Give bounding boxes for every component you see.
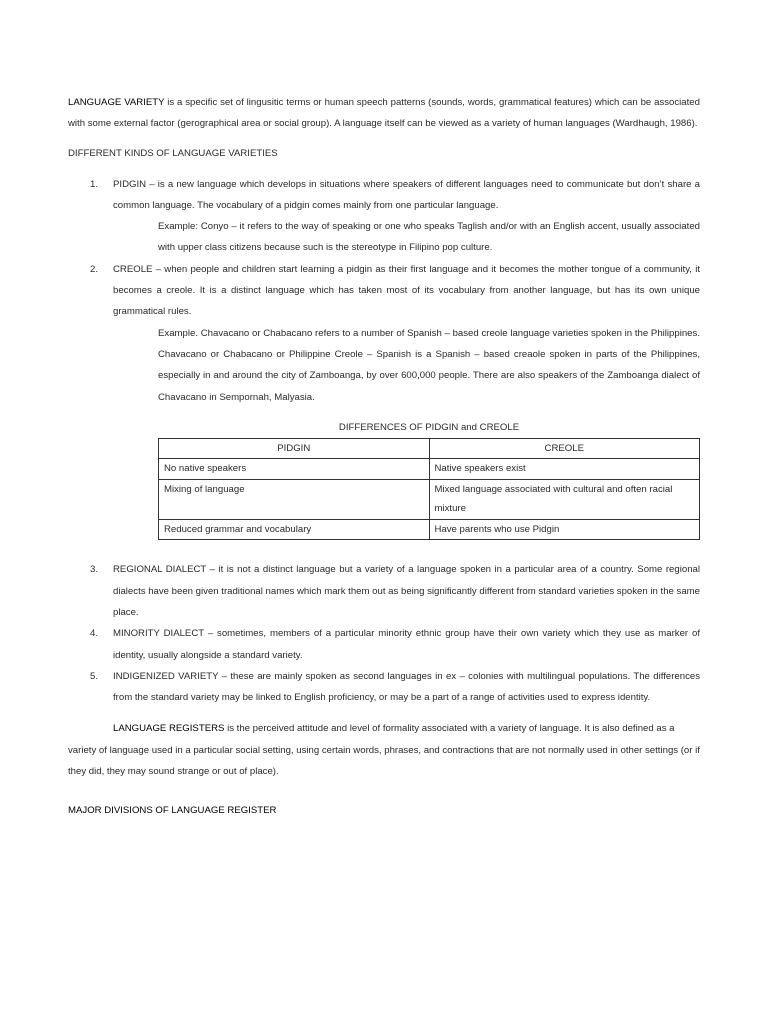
divisions-heading: MAJOR DIVISIONS OF LANGUAGE REGISTER <box>68 805 277 817</box>
registers-text: is the perceived attitude and level of formality associated with a variety of language. It is also defined as a variety of language used in a particular social setting, using certain words, phrases, and contractions that are not normally used in other settings (or if they did, they may sound strange or out of place). <box>68 723 700 778</box>
list-number: 3. <box>90 564 99 576</box>
table-title: DIFFERENCES OF PIDGIN and CREOLE <box>338 421 520 433</box>
list-item-regional-dialect <box>68 559 700 623</box>
list-item-text: REGIONAL DIALECT – it is not a distinct language but a variety of a language spoken in a particular area of a country. Some regional dialects have been given traditional names which mark them out as being significantly different from standard varieties spoken in the same place. <box>113 564 700 618</box>
table-cell: Mixing of language <box>159 479 430 519</box>
table-row <box>159 519 700 540</box>
language-registers-term: LANGUAGE REGISTERS <box>113 723 225 735</box>
list-item-creole <box>68 259 700 408</box>
table-row <box>159 459 700 480</box>
pidgin-example: Example: Conyo – it refers to the way of speaking or one who speaks Taglish and/or with an English accent, usually associated with upper class citizens because such is the stereotype in Filipino pop culture. <box>158 221 700 254</box>
list-item-indigenized-variety <box>68 666 700 709</box>
table-cell: Mixed language associated with cultural and often racial mixture <box>429 479 700 519</box>
table-cell: Reduced grammar and vocabulary <box>159 519 430 540</box>
varieties-list <box>68 174 700 408</box>
list-item-minority-dialect <box>68 623 700 666</box>
intro-paragraph <box>68 92 700 135</box>
table-header-pidgin: PIDGIN <box>159 438 430 459</box>
varieties-list-continued <box>68 559 700 708</box>
list-number: 4. <box>90 628 99 640</box>
list-number: 1. <box>90 178 99 190</box>
table-cell: Native speakers exist <box>429 459 700 480</box>
registers-paragraph <box>68 718 700 782</box>
list-item-text: INDIGENIZED VARIETY – these are mainly spoken as second languages in ex – colonies with multilingual populations. The differences from the standard variety may be linked to English proficiency, or may be a part of a range of activities used to express identity. <box>113 670 700 704</box>
table-cell: No native speakers <box>159 459 430 480</box>
table-cell: Have parents who use Pidgin <box>429 519 700 540</box>
list-item-text: CREOLE – when people and children start learning a pidgin as their first language and it becomes the mother tongue of a community, it becomes a creole. It is a distinct language which has taken most of its vocabulary from another language, but has its own unique grammatical rules. <box>113 263 700 318</box>
language-variety-term: LANGUAGE VARIETY <box>68 97 165 108</box>
table-header-creole: CREOLE <box>429 438 700 459</box>
creole-example: Example. Chavacano or Chabacano refers to a number of Spanish – based creole language varieties spoken in the Philippines. Chavacano or Chabacano or Philippine Creole – Spanish is a Spanish – based creaole spoken in parts of the Philippines, especially in and around the city of Zamboanga, by over 600,000 people. There are also speakers of the Zamboanga dialect of Chavacano in Sempornah, Malyasia. <box>158 327 700 403</box>
list-number: 2. <box>90 263 99 275</box>
list-item-pidgin <box>68 174 700 259</box>
list-item-text: MINORITY DIALECT – sometimes, members of a particular minority ethnic group have their own variety which they use as marker of identity, usually alongside a standard variety. <box>113 628 700 661</box>
pidgin-creole-table <box>158 438 700 541</box>
intro-text: is a specific set of lingusitic terms or human speech patterns (sounds, words, grammatical features) which can be associated with some external factor (gerographical area or social group). A language itself can be viewed as a variety of human languages (Wardhaugh, 1986). <box>68 97 700 130</box>
list-number: 5. <box>90 670 99 682</box>
kinds-heading: DIFFERENT KINDS OF LANGUAGE VARIETIES <box>68 147 278 159</box>
table-row <box>159 479 700 519</box>
table-header-row <box>159 438 700 459</box>
list-item-text: PIDGIN – is a new language which develops in situations where speakers of different languages need to communicate but don’t share a common language. The vocabulary of a pidgin comes mainly from one particular language. <box>113 178 700 211</box>
